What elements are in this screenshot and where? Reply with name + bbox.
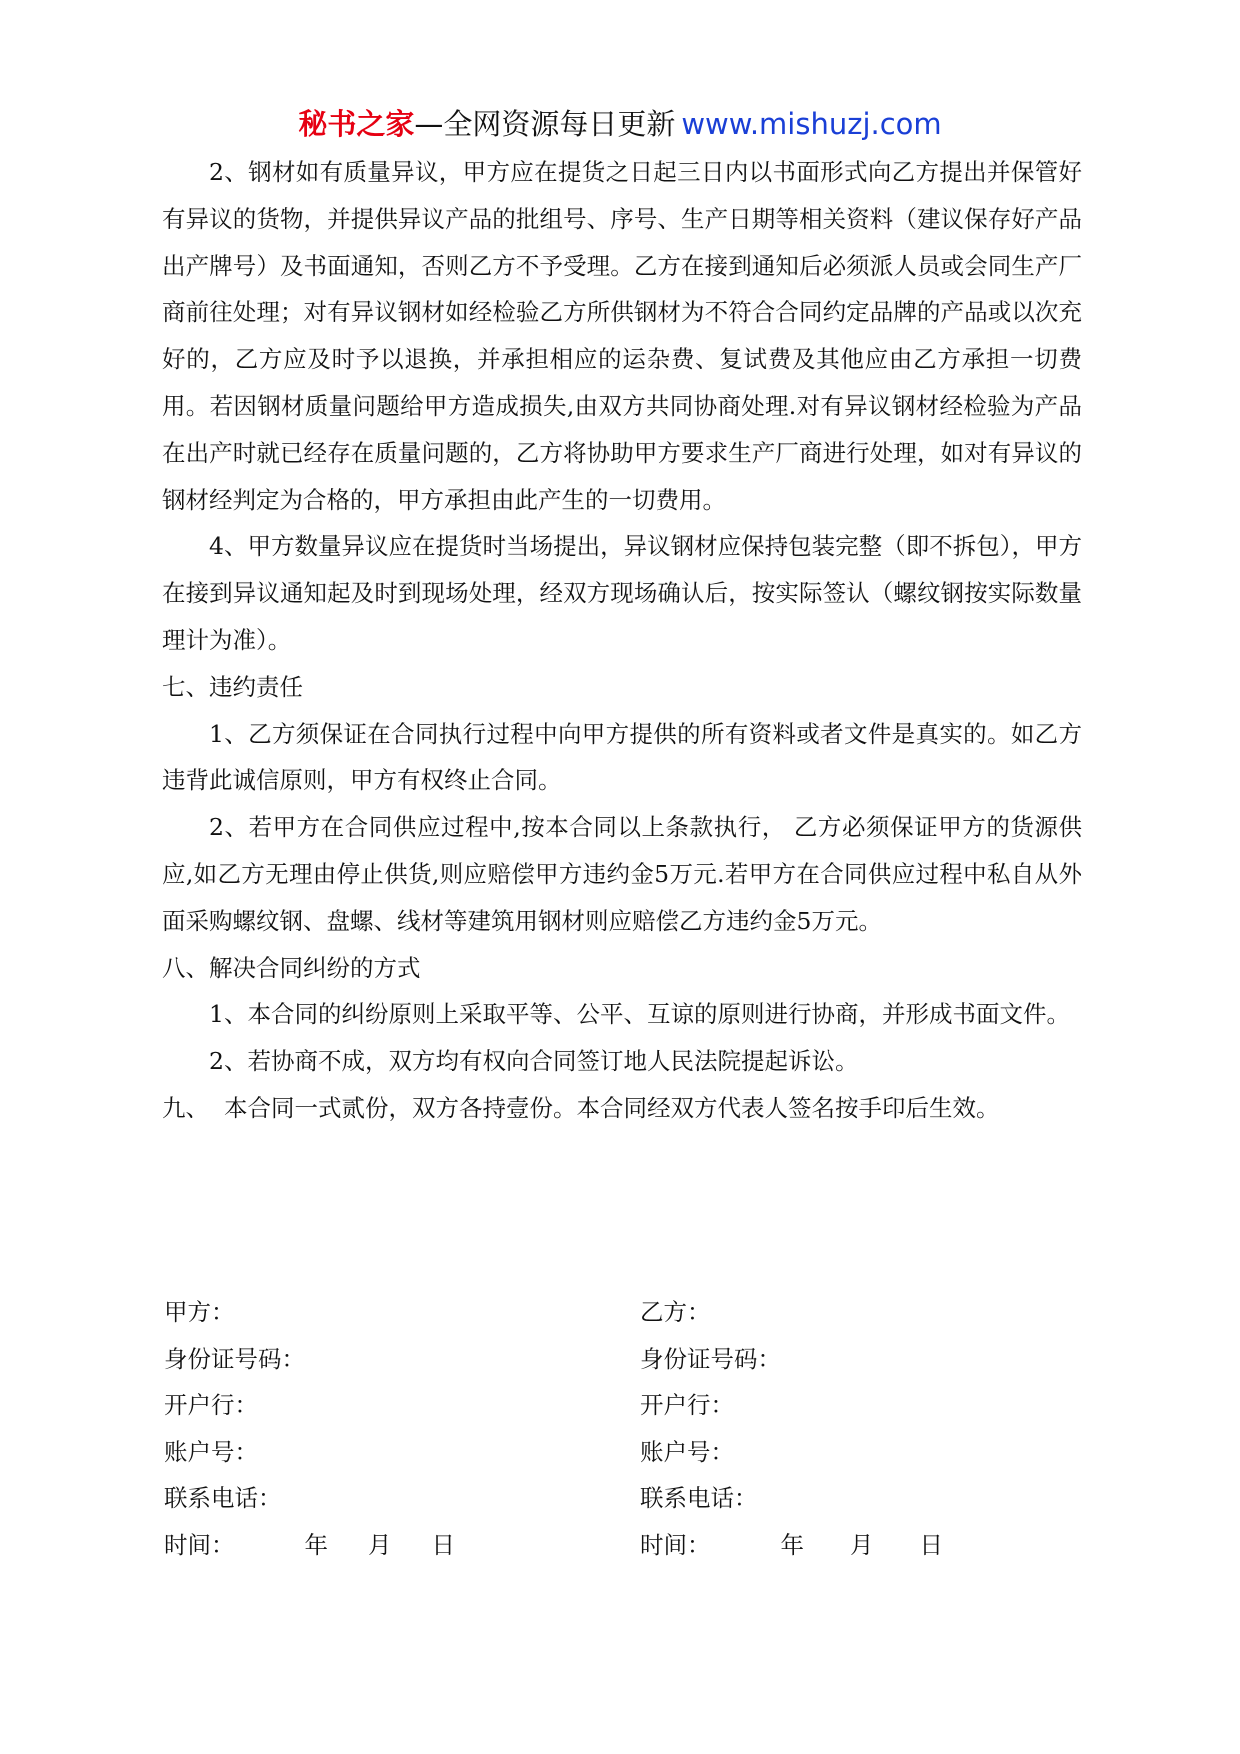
signature-row-id — [164, 1336, 1064, 1383]
site-header — [0, 104, 1240, 144]
clause-breach-1: 1、乙方须保证在合同执行过程中向甲方提供的所有资料或者文件是真实的。如乙方违背此诚信原则，甲方有权终止合同。 — [162, 719, 1082, 795]
clause-breach-2: 2、若甲方在合同供应过程中,按本合同以上条款执行， 乙方必须保证甲方的货源供应,如乙方无理由停止供货,则应赔偿甲方违约金5万元.若甲方在合同供应过程中私自从外面采购螺纹钢、盘螺、线材等建筑用钢材则应赔偿乙方违约金5万元。 — [162, 813, 1082, 935]
party-a-label: 甲方： — [164, 1298, 235, 1326]
signature-row-account — [164, 1429, 1064, 1476]
party-b-bank-label: 开户行： — [640, 1391, 734, 1419]
party-a-id-label: 身份证号码： — [164, 1344, 305, 1373]
party-b-time-label: 时间： — [640, 1530, 711, 1559]
contract-body — [162, 149, 1082, 1132]
party-b-date — [640, 1522, 943, 1569]
signature-block — [164, 1289, 1064, 1568]
party-a-month-label: 月 — [368, 1530, 392, 1559]
site-url-link[interactable]: www.mishuzj.com — [681, 107, 942, 141]
party-a-time-label: 时间： — [164, 1530, 235, 1559]
party-b-year-label: 年 — [780, 1530, 804, 1559]
party-a-date — [164, 1522, 455, 1569]
section-heading-dispute: 八、解决合同纠纷的方式 — [162, 953, 421, 982]
party-a-phone-label: 联系电话： — [164, 1484, 282, 1512]
party-a-day-label: 日 — [431, 1530, 455, 1559]
site-tagline: —全网资源每日更新 — [414, 107, 676, 141]
section-copies: 九、 本合同一式贰份，双方各持壹份。本合同经双方代表人签名按手印后生效。 — [162, 1093, 1000, 1122]
party-b-month-label: 月 — [850, 1530, 874, 1559]
clause-quality-objection: 2、钢材如有质量异议，甲方应在提货之日起三日内以书面形式向乙方提出并保管好有异议的货物，并提供异议产品的批组号、序号、生产日期等相关资料（建议保存好产品出产牌号）及书面通知，否则乙方不予受理。乙方在接到通知后必须派人员或会同生产厂商前往处理；对有异议钢材如经检验乙方所供钢材为不符合合同约定品牌的产品或以次充好的，乙方应及时予以退换，并承担相应的运杂费、复试费及其他应由乙方承担一切费用。若因钢材质量问题给甲方造成损失,由双方共同协商处理.对有异议钢材经检验为产品在出产时就已经存在质量问题的，乙方将协助甲方要求生产厂商进行处理，如对有异议的钢材经判定为合格的，甲方承担由此产生的一切费用。 — [162, 158, 1082, 514]
clause-quantity-objection: 4、甲方数量异议应在提货时当场提出，异议钢材应保持包装完整（即不拆包），甲方在接到异议通知起及时到现场处理，经双方现场确认后，按实际签认（螺纹钢按实际数量理计为准）。 — [162, 532, 1082, 654]
signature-row-time — [164, 1522, 1064, 1569]
clause-dispute-2: 2、若协商不成，双方均有权向合同签订地人民法院提起诉讼。 — [209, 1047, 859, 1076]
party-b-phone-label: 联系电话： — [640, 1484, 758, 1512]
party-a-account-label: 账户号： — [164, 1437, 258, 1466]
party-a-year-label: 年 — [304, 1530, 328, 1559]
party-b-day-label: 日 — [919, 1530, 943, 1559]
party-b-account-label: 账户号： — [640, 1437, 734, 1466]
section-heading-breach: 七、违约责任 — [162, 672, 303, 701]
party-a-bank-label: 开户行： — [164, 1391, 258, 1419]
party-b-label: 乙方： — [640, 1298, 711, 1326]
clause-dispute-1: 1、本合同的纠纷原则上采取平等、公平、互谅的原则进行协商，并形成书面文件。 — [209, 1000, 1070, 1029]
signature-row-bank — [164, 1382, 1064, 1429]
signature-row-party — [164, 1289, 1064, 1336]
site-brand: 秘书之家 — [298, 107, 415, 141]
signature-row-phone — [164, 1475, 1064, 1522]
party-b-id-label: 身份证号码： — [640, 1344, 781, 1373]
